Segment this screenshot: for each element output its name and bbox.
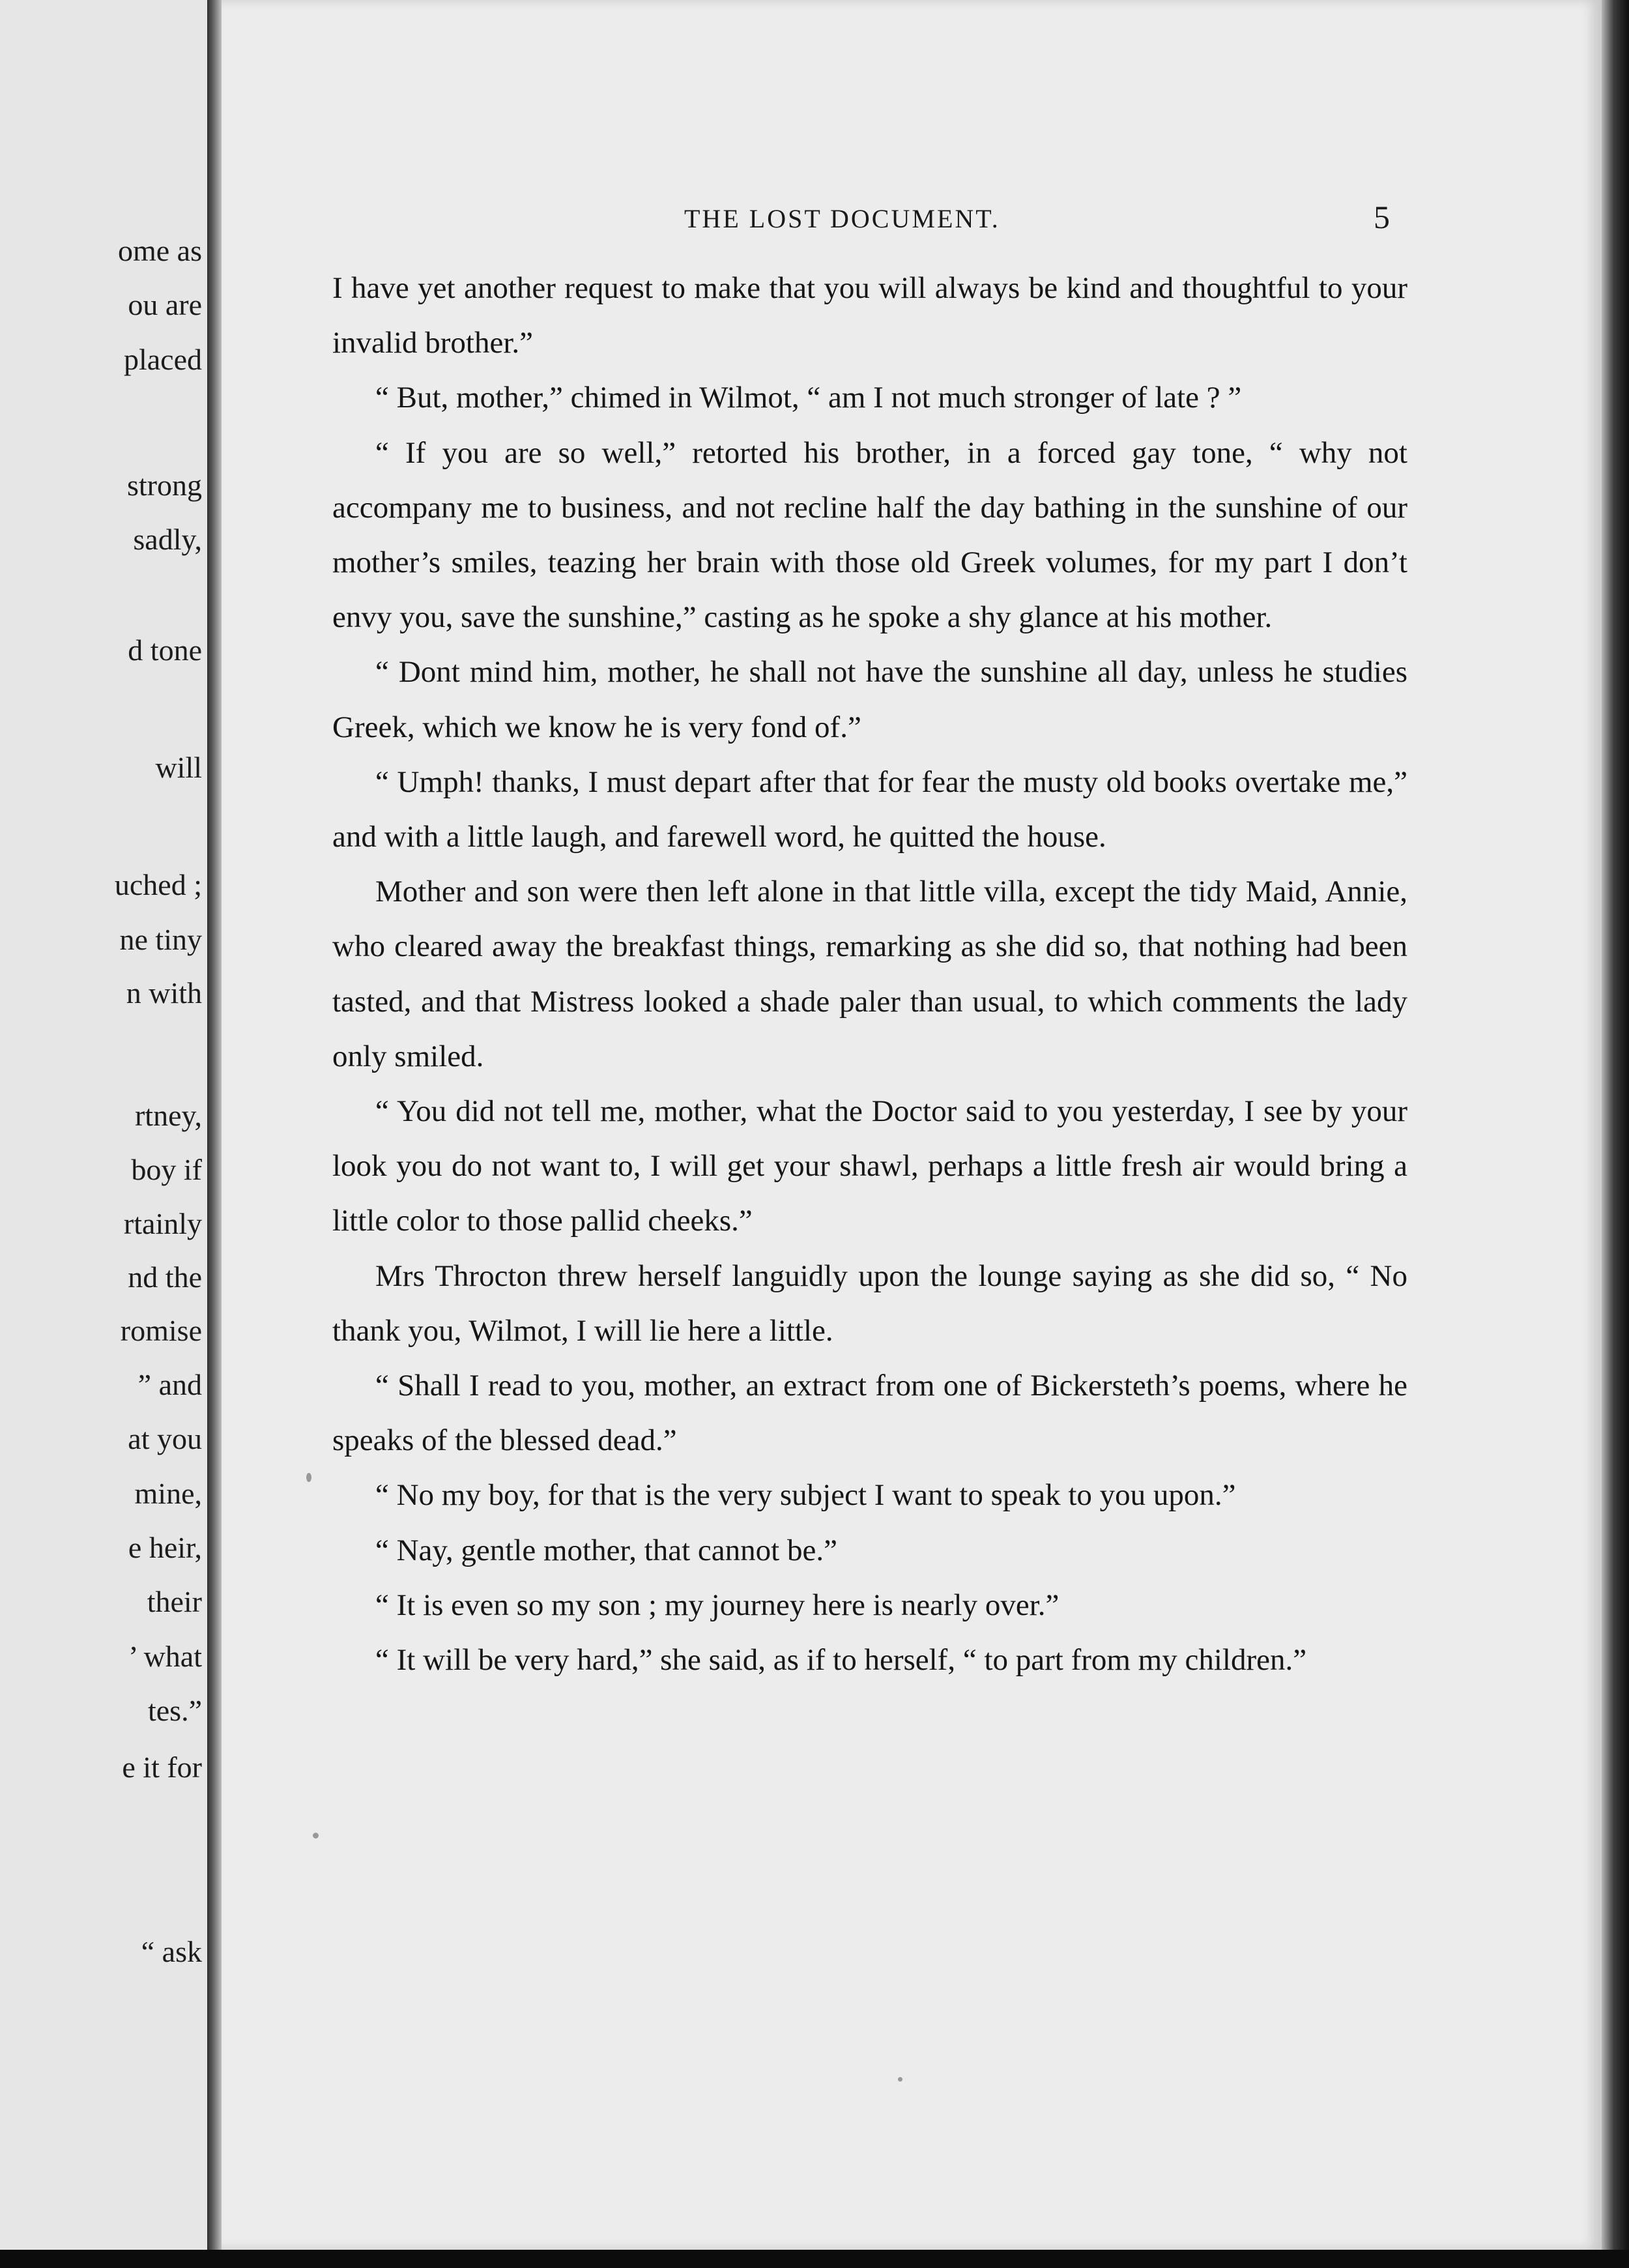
facing-page-fragment: strong — [127, 469, 202, 502]
facing-page-fragment: their — [147, 1585, 202, 1618]
paragraph: “ No my boy, for that is the very subject I want to speak to you upon.” — [375, 1478, 1236, 1513]
facing-page-fragment: rtney, — [134, 1099, 202, 1132]
facing-page-fragment: boy if — [131, 1153, 202, 1186]
facing-page-fragment: ’ what — [128, 1640, 202, 1673]
facing-page-fragment: will — [155, 751, 202, 784]
paragraph: “ But, mother,” chimed in Wilmot, “ am I not much stronger of late ? ” — [375, 381, 1242, 415]
facing-page-fragment: n with — [126, 976, 202, 1010]
paragraph: Mrs Throcton threw herself languidly upon the lounge saying as she did so, “ No thank you, Wilmot, I will lie here a little. — [332, 1258, 1407, 1348]
facing-page-fragment: e it for — [122, 1751, 202, 1784]
facing-page-fragment: e heir, — [128, 1531, 202, 1564]
facing-page-fragment: d tone — [128, 633, 202, 667]
facing-page-fragment: “ ask — [141, 1935, 202, 1968]
paragraph: Mother and son were then left alone in that little villa, except the tidy Maid, Annie, who cleared away the breakfast things, remarking as she did so, that nothing had been tasted, and that Mistress looked a shade paler than usual, to which comments the lady only smiled. — [332, 875, 1407, 1073]
facing-page-fragment: nd the — [128, 1260, 202, 1294]
book-gutter — [207, 0, 222, 2250]
page-edge-shadow — [1602, 0, 1629, 2250]
facing-page-fragment: sadly, — [133, 523, 202, 556]
facing-page-fragment: placed — [123, 343, 202, 376]
facing-page-fragment: mine, — [134, 1477, 202, 1510]
facing-page-fragment: rtainly — [123, 1207, 202, 1240]
body-text — [332, 261, 1407, 1687]
facing-page-fragment: ou are — [128, 288, 202, 321]
print-speck — [306, 1473, 311, 1482]
facing-page-fragment: tes.” — [147, 1694, 202, 1727]
paragraph: “ You did not tell me, mother, what the Doctor said to you yesterday, I see by your look you do not want to, I will get your shawl, perhaps a little fresh air would bring a little color to those pallid cheeks.” — [332, 1094, 1407, 1238]
paragraph: “ Shall I read to you, mother, an extract from one of Bickersteth’s poems, where he speaks of the blessed dead.” — [332, 1369, 1407, 1458]
facing-page-fragment: ome as — [117, 234, 202, 267]
page-number: 5 — [1374, 199, 1390, 235]
facing-page-fragment: ne tiny — [119, 923, 202, 956]
paragraph: “ Umph! thanks, I must depart after that for fear the musty old books overtake me,” and with a little laugh, and farewell word, he quitted the house. — [332, 764, 1407, 854]
paragraph: I have yet another request to make that you will always be kind and thoughtful to your invalid brother.” — [332, 271, 1407, 360]
facing-page-left — [0, 0, 207, 2250]
paragraph: “ Nay, gentle mother, that cannot be.” — [375, 1533, 837, 1567]
facing-page-fragment: at you — [128, 1422, 202, 1455]
paragraph: “ It will be very hard,” she said, as if to herself, “ to part from my children.” — [375, 1643, 1307, 1678]
running-head: THE LOST DOCUMENT. — [684, 204, 1000, 233]
paragraph: “ If you are so well,” retorted his brother, in a forced gay tone, “ why not accompany me to business, and not recline half the day bathing in the sunshine of our mother’s smiles, teazing her brain with those old Greek volumes, for my part I don’t envy you, save the sunshine,” casting as he spoke a shy glance at his mother. — [332, 435, 1407, 635]
scan-border-bottom — [0, 2250, 1629, 2268]
facing-page-fragment: romise — [120, 1314, 202, 1347]
print-speck — [313, 1833, 319, 1839]
paragraph: “ Dont mind him, mother, he shall not have the sunshine all day, unless he studies Greek, which we know he is very fond of.” — [332, 655, 1407, 744]
facing-page-fragment: uched ; — [114, 868, 202, 901]
print-speck — [898, 2077, 902, 2082]
paragraph: “ It is even so my son ; my journey here is nearly over.” — [375, 1588, 1060, 1622]
facing-page-fragment: ” and — [137, 1368, 202, 1401]
